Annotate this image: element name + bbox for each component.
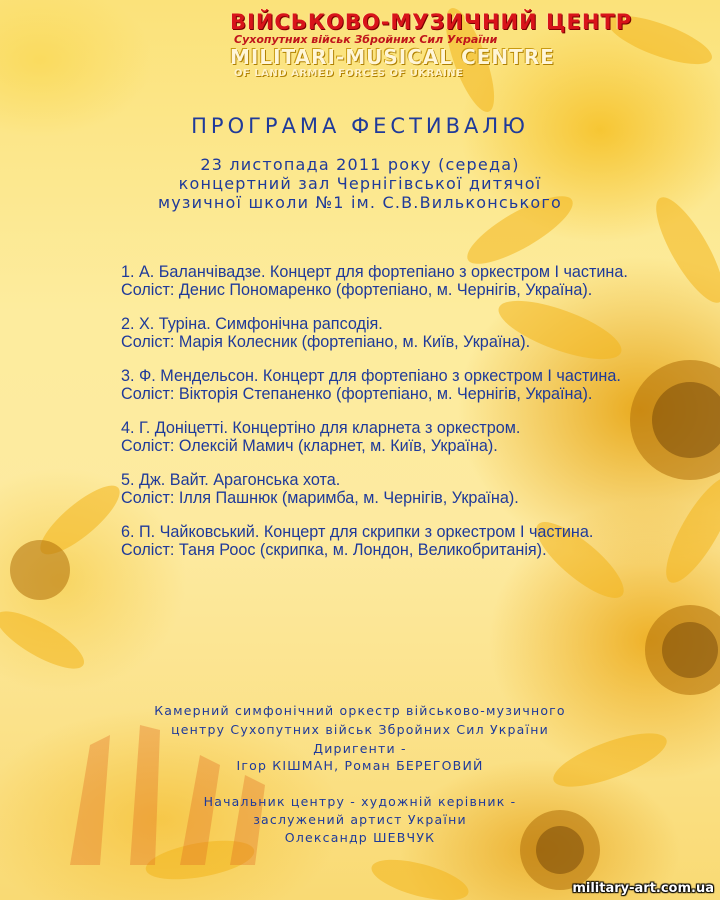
program-item-title: 3. Ф. Мендельсон. Концерт для фортепіано з оркестром І частина. [121,367,621,385]
event-venue-line-2: музичної школи №1 ім. С.В.Вильконського [157,193,563,212]
program-item-title: 6. П. Чайковський. Концерт для скрипки з оркестром І частина. [121,523,594,541]
head-title-line-2: заслужений артист України [253,812,467,827]
head-name: Олександр ШЕВЧУК [284,830,436,845]
program-item-soloist: Соліст: Марія Колесник (фортепіано, м. Київ, Україна). [121,332,531,351]
orchestra-line-1: Камерний симфонічний оркестр військово-музичного [154,703,566,718]
program-item [102,368,628,403]
header-org-ua-subtitle: Сухопутних військ Збройних Сил України [234,33,498,46]
header-org-en-subtitle: OF LAND ARMED FORCES OF UKRAINE [234,68,464,79]
program-item-title: 2. Х. Туріна. Симфонічна рапсодія. [121,315,383,333]
program-item [102,316,628,351]
header-org-ua: ВІЙСЬКОВО-МУЗИЧНИЙ ЦЕНТР [230,10,633,34]
program-item-title: 5. Дж. Вайт. Арагонська хота. [121,471,341,489]
program-title: ПРОГРАМА ФЕСТИВАЛЮ [191,114,529,138]
program-item [102,264,628,299]
head-title-line-1: Начальник центру - художній керівник - [203,794,517,809]
header-org-en: MILITARI-MUSICAL CENTRE [230,45,555,69]
program-item-title: 4. Г. Доніцетті. Концертіно для кларнета з оркестром. [121,419,521,437]
orchestra-line-2: центру Сухопутних військ Збройних Сил України [171,722,549,737]
program-item-soloist: Соліст: Ілля Пашнюк (маримба, м. Чернігів, Україна). [121,488,519,507]
program-item-title: 1. А. Баланчівадзе. Концерт для фортепіано з оркестром І частина. [121,263,628,281]
program-item [102,472,628,507]
program-item-soloist: Соліст: Вікторія Степаненко (фортепіано, м. Чернігів, Україна). [121,384,593,403]
program-item [102,420,628,455]
conductors-label: Диригенти - [313,741,407,756]
program-list [102,264,628,576]
site-watermark: military-art.com.ua [572,881,714,896]
conductors-names: Ігор КІШМАН, Роман БЕРЕГОВИЙ [236,758,484,773]
program-item-soloist: Соліст: Олексій Мамич (кларнет, м. Київ, Україна). [121,436,498,455]
program-item [102,524,628,559]
event-venue-line-1: концертний зал Чернігівської дитячої [178,174,542,193]
program-item-soloist: Соліст: Денис Пономаренко (фортепіано, м. Чернігів, Україна). [121,280,593,299]
program-item-soloist: Соліст: Таня Роос (скрипка, м. Лондон, Великобританія). [121,540,547,559]
event-date: 23 листопада 2011 року (середа) [200,155,520,174]
